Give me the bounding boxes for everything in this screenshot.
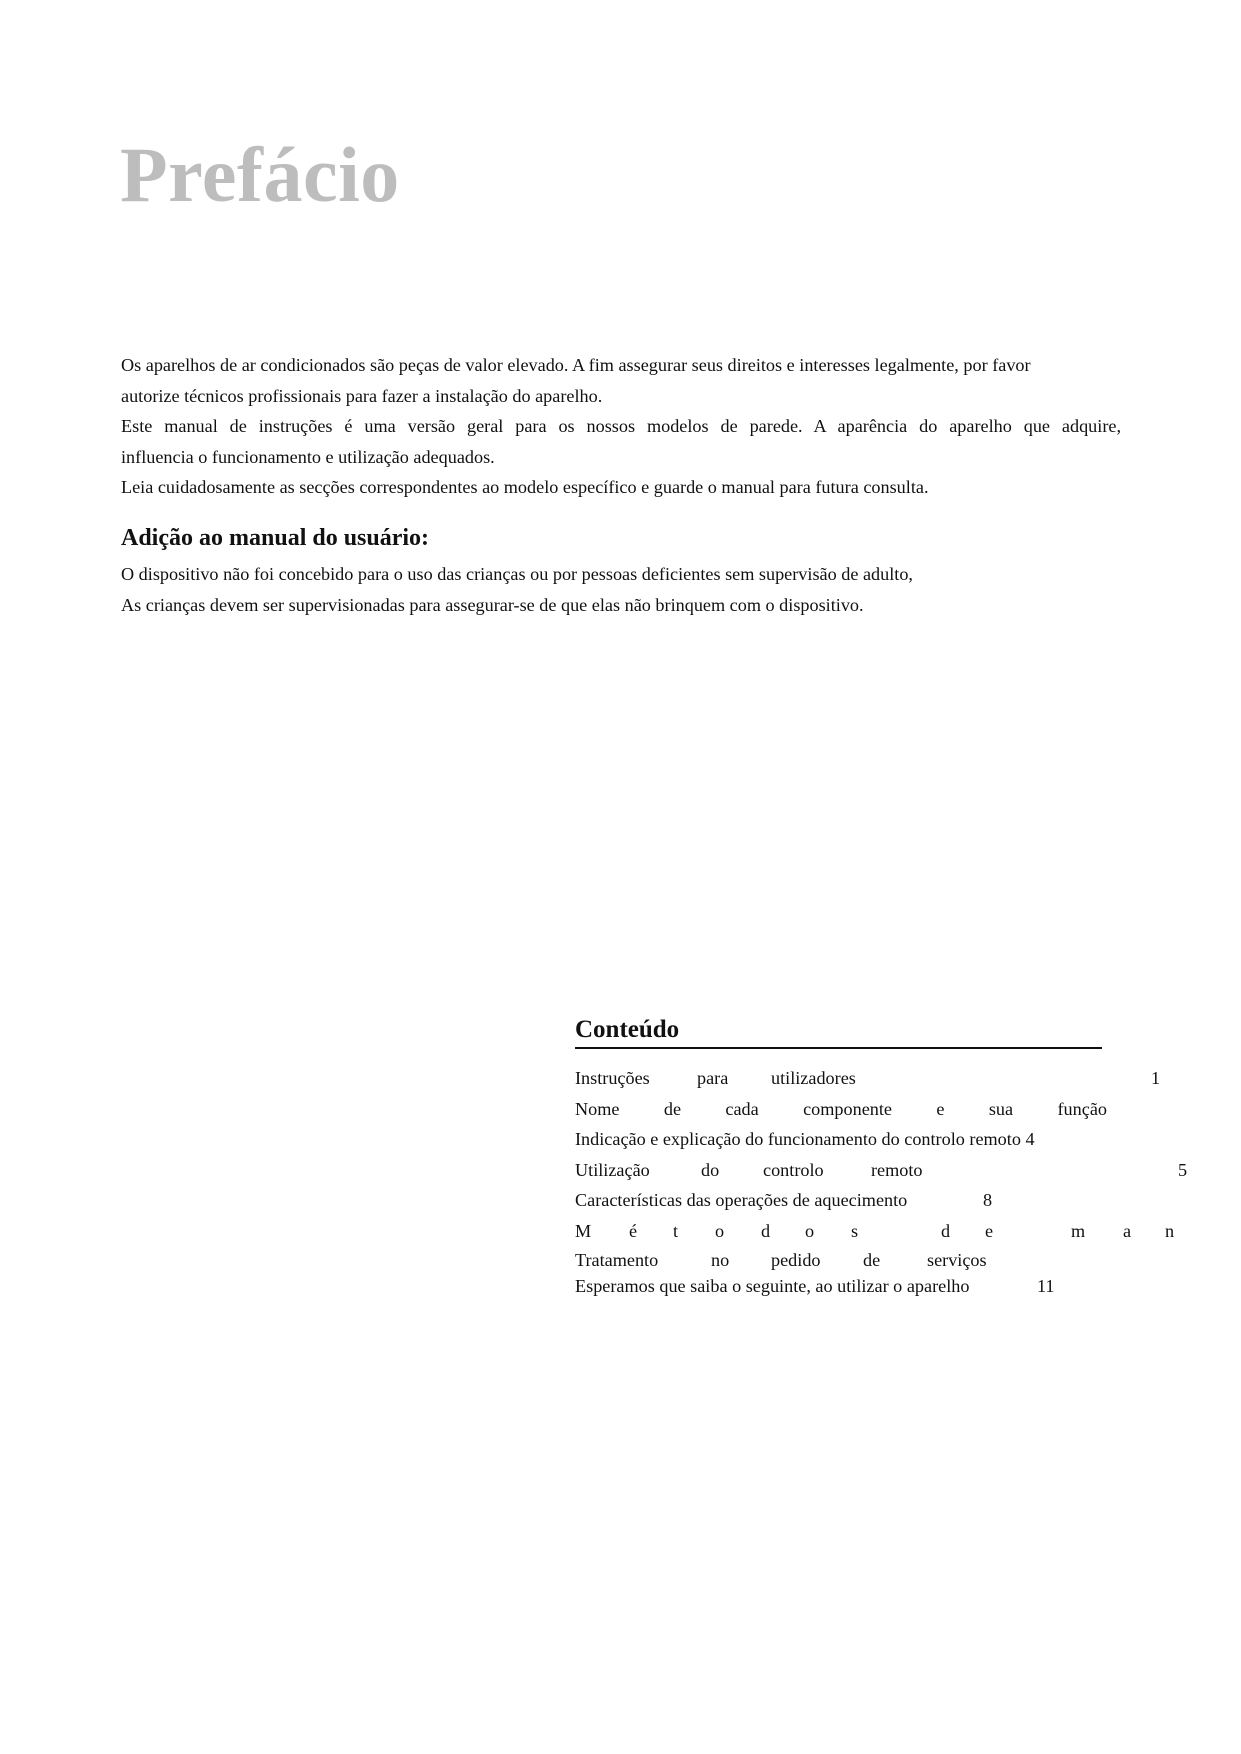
toc-word: utilizadores (771, 1068, 856, 1088)
preface-paragraph-line: autorize técnicos profissionais para fazer a instalação do aparelho. (121, 385, 603, 406)
toc-page-number: 1 (1151, 1068, 1161, 1088)
toc-item-remote-use (575, 1155, 1188, 1186)
toc-word: Tratamento (575, 1249, 659, 1270)
toc-letter: s (851, 1220, 859, 1241)
toc-letter: e (985, 1220, 994, 1241)
addendum-body (121, 559, 1121, 620)
toc-word: do (701, 1159, 720, 1180)
toc-word: Instruções (575, 1068, 650, 1088)
toc-word: controlo (763, 1159, 824, 1180)
toc-list (575, 1063, 1188, 1299)
toc-item-heating (575, 1185, 1185, 1216)
toc-word: remoto (871, 1159, 923, 1180)
toc-word: componente (803, 1098, 892, 1119)
toc-item-usage-notes (575, 1273, 1185, 1299)
toc-word: Nome (575, 1098, 620, 1119)
toc-page-number: 4 (1025, 1129, 1035, 1150)
toc-item-methods (575, 1216, 1185, 1247)
toc-letter: o (805, 1220, 815, 1241)
preface-paragraph-line: Este manual de instruções é uma versão geral para os nossos modelos de parede. A aparência do aparelho que adquire, (121, 416, 1121, 436)
toc-item-component-names (575, 1094, 1107, 1125)
toc-word: para (697, 1068, 729, 1088)
addendum-line: As crianças devem ser supervisionadas para assegurar-se de que elas não brinquem com o dispositivo. (121, 594, 864, 615)
toc-word: no (711, 1249, 730, 1270)
addendum-heading: Adição ao manual do usuário: (121, 525, 430, 551)
preface-paragraph-line: Os aparelhos de ar condicionados são peças de valor elevado. A fim assegurar seus direitos e interesses legalmente, por favor (121, 355, 1031, 375)
toc-letter: t (673, 1220, 679, 1241)
toc-letter: é (629, 1220, 638, 1241)
toc-heading: Conteúdo (575, 1015, 1102, 1049)
toc-item-text: Indicação e explicação do funcionamento do controlo remoto (575, 1129, 1021, 1150)
toc-letter: M (575, 1220, 592, 1241)
toc-letter: n (1165, 1220, 1175, 1241)
toc-page-number: 5 (1178, 1159, 1188, 1180)
toc-word: serviços (927, 1249, 987, 1270)
toc-word: pedido (771, 1249, 821, 1270)
toc-word: de (663, 1098, 682, 1119)
toc-word: sua (988, 1098, 1014, 1119)
toc-letter: o (715, 1220, 725, 1241)
toc-word: cada (725, 1098, 759, 1119)
addendum-line: O dispositivo não foi concebido para o uso das crianças ou por pessoas deficientes sem supervisão de adulto, (121, 564, 913, 584)
toc-letter: d (761, 1220, 771, 1241)
toc-item-remote-indication (575, 1124, 1185, 1155)
toc-page-number: 8 (983, 1190, 993, 1211)
toc-item-text: Esperamos que saiba o seguinte, ao utilizar o aparelho (575, 1275, 970, 1296)
toc-word: de (863, 1249, 881, 1270)
toc-item-service-request (575, 1247, 1185, 1273)
page-title: Prefácio (120, 131, 400, 218)
toc-letter: m (1071, 1220, 1086, 1241)
toc-letter: a (1123, 1220, 1132, 1241)
toc-item-text: Características das operações de aquecimento (575, 1190, 908, 1211)
toc-letter: d (941, 1220, 951, 1241)
preface-paragraph-line: influencia o funcionamento e utilização adequados. (121, 446, 495, 467)
toc-word: Utilização (575, 1159, 650, 1180)
preface-body (121, 350, 1121, 503)
toc-item-user-instructions (575, 1063, 1185, 1094)
toc-word: função (1057, 1098, 1107, 1119)
toc-word: e (936, 1098, 945, 1119)
preface-paragraph-line: Leia cuidadosamente as secções correspondentes ao modelo específico e guarde o manual para futura consulta. (121, 477, 929, 497)
toc-page-number: 11 (1037, 1275, 1055, 1296)
